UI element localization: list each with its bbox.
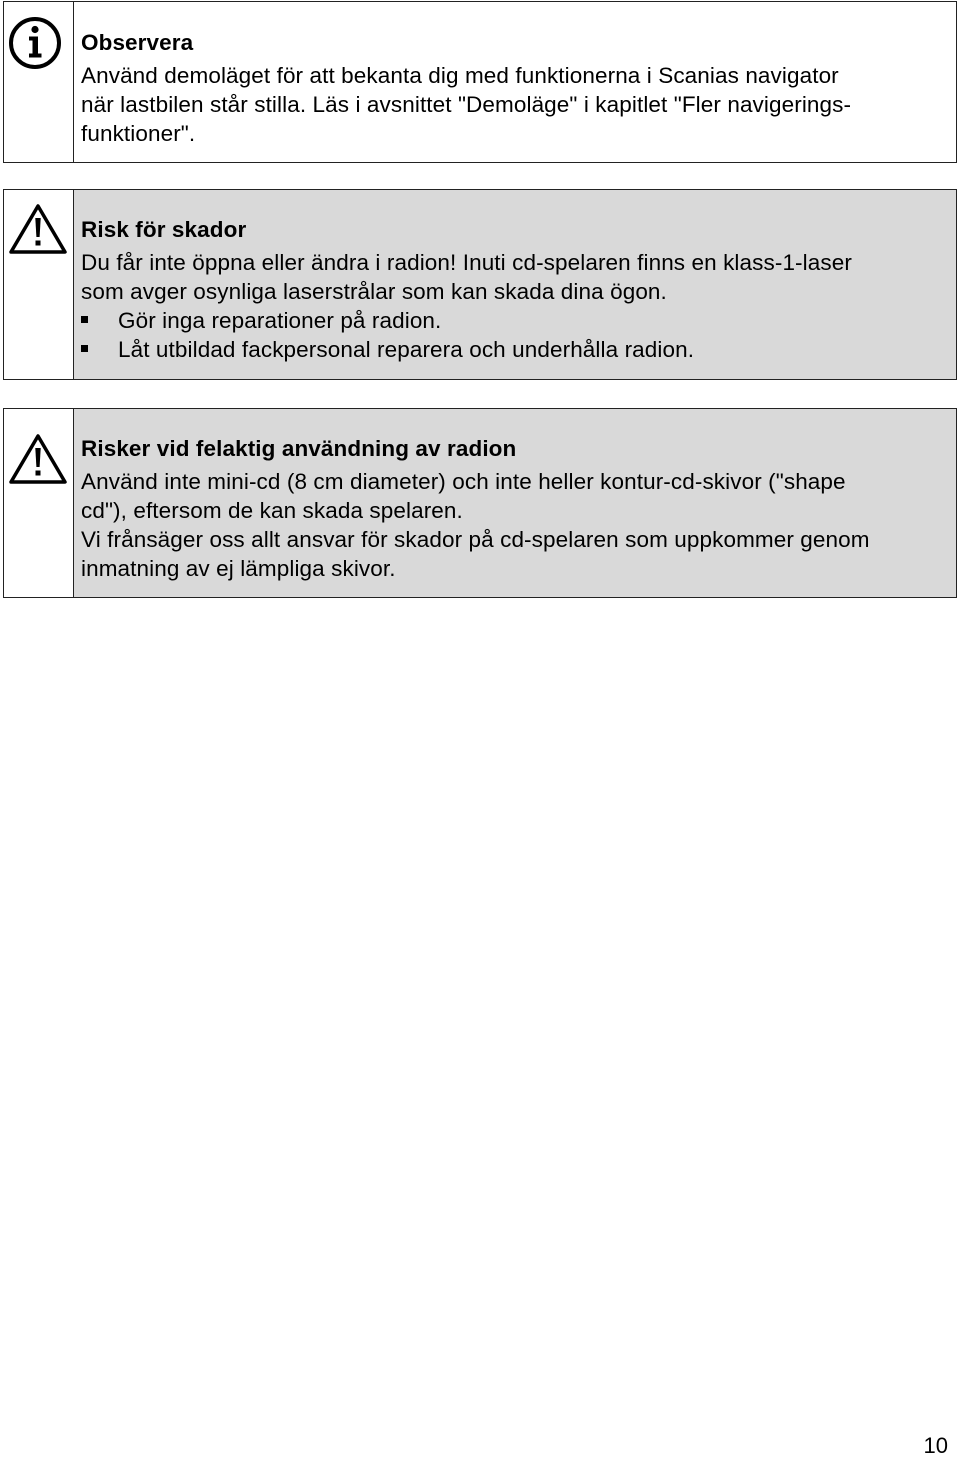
misuse-notice xyxy=(3,408,957,598)
misuse-line: inmatning av ej lämpliga skivor. xyxy=(81,556,396,581)
page-number: 10 xyxy=(923,1433,948,1458)
observe-title: Observera xyxy=(81,30,194,55)
observe-text xyxy=(74,2,956,162)
square-bullet-icon xyxy=(81,316,88,323)
risk-line: Du får inte öppna eller ändra i radion! Inuti cd-spelaren finns en klass-1-laser xyxy=(81,250,852,275)
risk-title: Risk för skador xyxy=(81,217,247,242)
warning-icon xyxy=(8,433,68,485)
observe-line: när lastbilen står stilla. Läs i avsnittet "Demoläge" i kapitlet "Fler navigerings- xyxy=(81,92,852,117)
misuse-title: Risker vid felaktig användning av radion xyxy=(81,436,517,461)
warning-icon xyxy=(8,203,68,255)
misuse-icon-cell xyxy=(4,409,74,597)
risk-bullet-list xyxy=(81,306,950,364)
risk-bullet-text: Gör inga reparationer på radion. xyxy=(118,308,442,333)
misuse-line: Använd inte mini-cd (8 cm diameter) och inte heller kontur-cd-skivor ("shape xyxy=(81,469,846,494)
risk-bullet-text: Låt utbildad fackpersonal reparera och underhålla radion. xyxy=(118,337,695,362)
risk-icon-cell xyxy=(4,190,74,379)
risk-text xyxy=(74,190,956,379)
risk-bullet-item xyxy=(81,306,950,335)
observe-notice xyxy=(3,1,957,163)
risk-bullet-item xyxy=(81,335,950,364)
misuse-line: cd"), eftersom de kan skada spelaren. xyxy=(81,498,463,523)
risk-notice xyxy=(3,189,957,380)
misuse-text xyxy=(74,409,956,597)
observe-line: Använd demoläget för att bekanta dig med funktionerna i Scanias navigator xyxy=(81,63,839,88)
misuse-line: Vi frånsäger oss allt ansvar för skador på cd-spelaren som uppkommer genom xyxy=(81,527,870,552)
observe-line: funktioner". xyxy=(81,121,196,146)
info-icon xyxy=(6,14,64,72)
square-bullet-icon xyxy=(81,345,88,352)
observe-icon-cell xyxy=(4,2,74,162)
risk-line: som avger osynliga laserstrålar som kan skada dina ögon. xyxy=(81,279,667,304)
